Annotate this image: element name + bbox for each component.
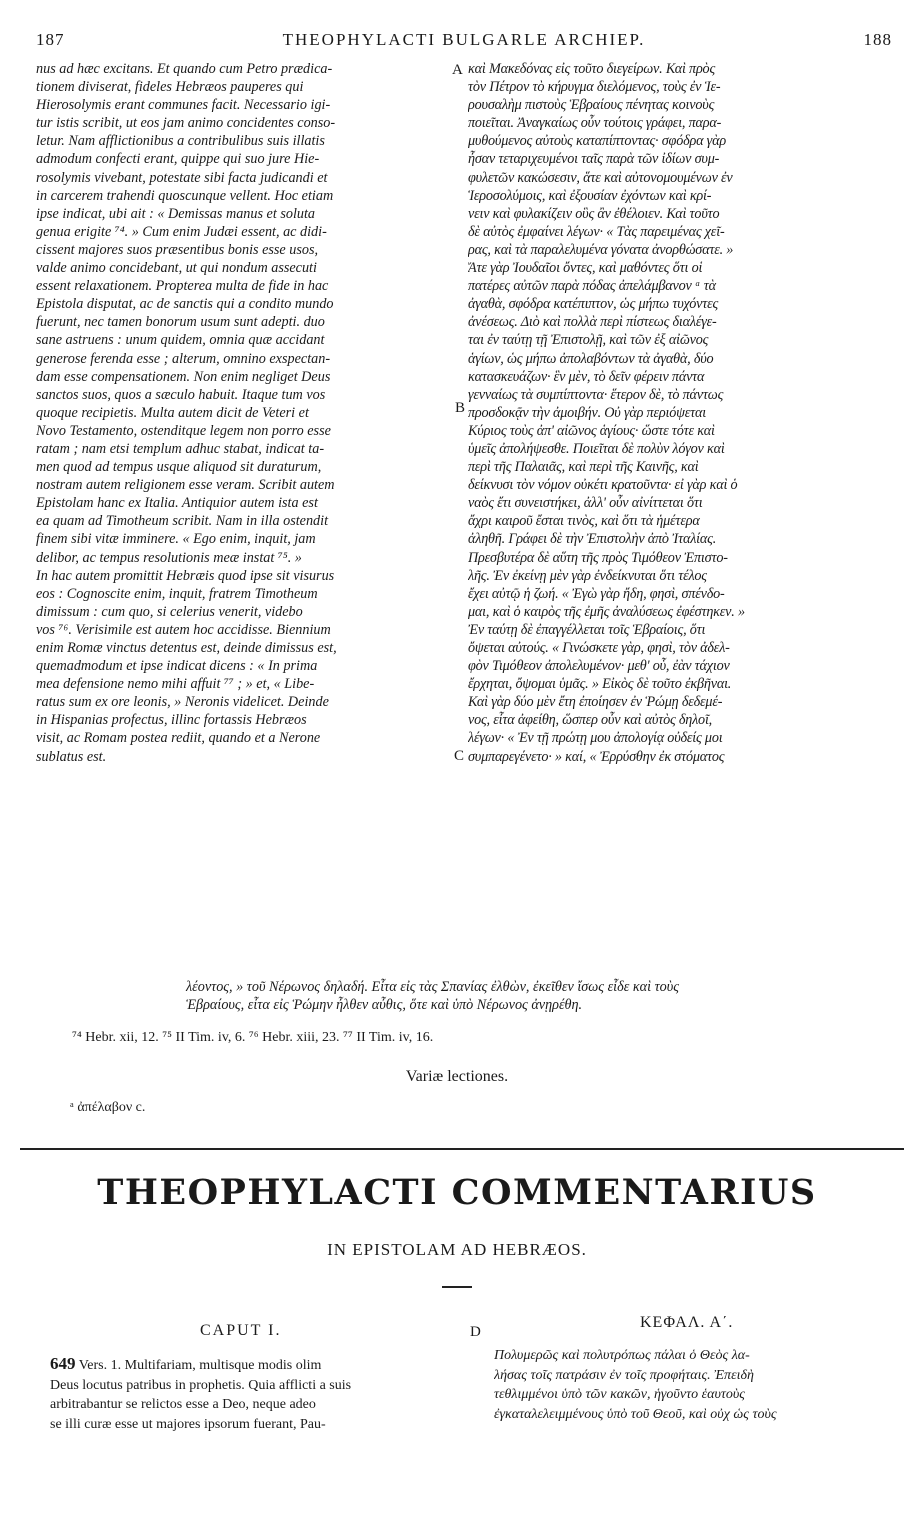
bottom-latin-first-line: 649 Vers. 1. Multifariam, multisque modis olim bbox=[50, 1354, 322, 1373]
text-line: vos ⁷⁶. Verisimile est autem hoc accidisse. Biennium bbox=[36, 621, 331, 638]
text-line: sanctos suos, quos a sæculo habuit. Itaque tum vos bbox=[36, 386, 326, 403]
text-line: admodum confecti erant, quippe qui suo jure Hie- bbox=[36, 151, 320, 168]
text-line: ἄχρι καιροῦ ἔσται τινὸς, καὶ ὅτι τὰ ἡμέτερα bbox=[468, 513, 700, 530]
running-head bbox=[36, 30, 892, 56]
text-line: men quod ad tempus usque aliquod sit duraturum, bbox=[36, 459, 322, 476]
text-line: Πολυμερῶς καὶ πολυτρόπως πάλαι ὁ Θεὸς λα- bbox=[494, 1348, 750, 1363]
text-line: ἔχει αὐτῷ ἡ ζωή. « Ἐγὼ γὰρ ἤδη, φησὶ, σπένδο- bbox=[468, 585, 725, 602]
text-line: συμπαρεγένετο· » καί, « Ἐρρύσθην ἐκ στόματος bbox=[468, 748, 725, 765]
text-line: ὑμεῖς ἀπολήψεσθε. Ποιεῖται δὲ πολὺν λόγον καὶ bbox=[468, 440, 725, 457]
page-number-right: 188 bbox=[863, 30, 892, 49]
text-line: μυθούμενος αὐτοὺς καταπίπτοντας· σφόδρα γὰρ bbox=[468, 133, 726, 150]
text-line: visit, ac Romam postea rediit, quando et a Nerone bbox=[36, 730, 321, 747]
variae-heading: Variæ lectiones. bbox=[405, 1068, 509, 1085]
text-line: nus ad hæc excitans. Et quando cum Petro prædica- bbox=[36, 61, 333, 77]
text-line: Καὶ γὰρ δύο μὲν ἔτη ἐποίησεν ἐν Ῥώμῃ δεδεμέ- bbox=[468, 694, 723, 711]
text-line: In hac autem promittit Hebræis quod ipse sit visurus bbox=[36, 567, 335, 584]
text-line: valde animo concidebant, ut qui nondum assecuti bbox=[36, 260, 317, 277]
text-line: πατέρες αὐτῶν παρὰ πόδας ἀπελάμβανον ᵃ τὰ bbox=[468, 278, 716, 295]
text-line: ναὸς ἔτι συνειστήκει, ἀλλ' οὖν αἰνίττεται ὅτι bbox=[468, 495, 703, 512]
text-line: finem sibi vitæ imminere. « Ego enim, inquit, jam bbox=[36, 531, 316, 548]
text-line: δὲ αὐτὸς ἐμφαίνει λέγων· « Τὰς παρειμένας χεῖ- bbox=[468, 223, 725, 240]
text-line: ρας, καὶ τὰ παραλελυμένα γόνατα ἀνορθώσατε. » bbox=[468, 241, 734, 258]
text-line: Epistolam hanc ex Italia. Antiquior autem ista est bbox=[36, 495, 318, 512]
text-line: ἐγκαταλελειμμένους ὑπὸ τοῦ Θεοῦ, καὶ οὐχ ὡς τοὺς bbox=[494, 1406, 777, 1422]
text-line: sane astruens : unum quidem, omnia quæ accidant bbox=[36, 332, 325, 349]
text-line: ratus sum ex ore leonis, » Neronis videlicet. Deinde bbox=[36, 694, 329, 711]
text-line: φυλετῶν κακώσεσιν, ἅτε καὶ αὐτονομουμένων ἐν bbox=[468, 169, 733, 186]
column-number: 649 bbox=[50, 1354, 76, 1373]
text-line: Ἱεροσολύμοις, καὶ ἐξουσίαν ἐχόντων καὶ κρί- bbox=[468, 187, 712, 204]
text-line: Κύριος τοὺς ἀπ' αἰῶνος ἁγίους· ὥστε τότε καὶ bbox=[468, 422, 715, 439]
text-line: νειν καὶ φυλακίζειν οὓς ἂν ἐθέλοιεν. Καὶ τοῦτο bbox=[468, 205, 720, 222]
text-line: Hierosolymis erant communes facit. Necessario igi- bbox=[36, 97, 331, 114]
text-line: eos : Cognoscite enim, inquit, fratrem Timotheum bbox=[36, 585, 318, 602]
text-line: ἀγαθὰ, σφόδρα κατέπιπτον, ὡς μήπω τυχόντες bbox=[468, 296, 719, 313]
main-title: THEOPHYLACTI COMMENTARIUS bbox=[97, 1172, 817, 1213]
text-line: enim Romæ vinctus detentus est, deinde dimissus est, bbox=[36, 640, 337, 656]
text-line: quemadmodum et ipse indicat dicens : « In prima bbox=[36, 658, 318, 675]
text-line: ratam ; nam etsi templum adhuc stabat, indicat ta- bbox=[36, 440, 325, 457]
text-line: Ἅτε γὰρ Ἰουδαῖοι ὄντες, καὶ μαθόντες ὅτι οἱ bbox=[468, 260, 703, 277]
text-line: arbitrabantur se relictos esse a Deo, neque adeo bbox=[50, 1397, 316, 1412]
text-line: λῆς. Ἐν ἐκείνῃ μὲν γὰρ ἐνδείκνυται ὅτι τέλος bbox=[468, 567, 707, 584]
text-line: νος, εἶτα ἀφείθη, ὥσπερ οὖν καὶ αὐτὸς δηλοῖ, bbox=[468, 712, 713, 729]
text-line: Πρεσβυτέρα δὲ αὕτη τῆς πρὸς Τιμόθεον Ἐπιστο- bbox=[468, 549, 728, 566]
text-line: φὸν Τιμόθεον ἀπολελυμένον· μεθ' οὗ, ἐὰν τάχιον bbox=[468, 658, 730, 675]
text-line: generose ferenda esse ; alterum, omnino exspectan- bbox=[36, 350, 331, 367]
footnotes: ⁷⁴ Hebr. xii, 12. ⁷⁵ II Tim. iv, 6. ⁷⁶ Hebr. xiii, 23. ⁷⁷ II Tim. iv, 16. bbox=[72, 1030, 434, 1045]
text-line: λέγων· « Ἐν τῇ πρώτῃ μου ἀπολογίᾳ οὐδείς μοι bbox=[468, 730, 723, 747]
text-line: se illi curæ esse ut majores ipsorum fuerant, Pau- bbox=[50, 1416, 326, 1432]
greek-full-width-lines bbox=[186, 978, 906, 1015]
text-line: in carcerem trahendi quoscunque vellent. Hoc etiam bbox=[36, 187, 334, 204]
latin-column bbox=[36, 60, 460, 766]
text-line: genua erigite ⁷⁴. » Cum enim Judæi essent, ac didi- bbox=[36, 223, 327, 240]
text-line: tionem diviserat, fideles Hebræos pauperes qui bbox=[36, 79, 304, 96]
text-line: Ἐν ταύτῃ δὲ ἐπαγγέλλεται τοῖς Ἑβραίοις, ὅτι bbox=[468, 621, 706, 638]
margin-marker-d: D bbox=[470, 1324, 481, 1340]
text-line: dimissum : cum quo, si celerius venerit, videbo bbox=[36, 603, 303, 620]
subtitle: IN EPISTOLAM AD HEBRÆOS. bbox=[327, 1240, 587, 1259]
text-line: καὶ Μακεδόνας εἰς τοῦτο διεγείρων. Καὶ πρὸς bbox=[468, 61, 716, 77]
bottom-greek-column bbox=[494, 1346, 908, 1424]
text-line: nostram autem religionem esse veram. Scribit autem bbox=[36, 477, 335, 494]
greek-column bbox=[468, 60, 904, 766]
text-line: γενναίως τὰ συμπίπτοντα· ἕτερον δὲ, τὸ πάντως bbox=[468, 386, 724, 403]
text-line: κατασκευάζων· ἓν μὲν, τὸ δεῖν φέρειν πάντα bbox=[468, 368, 705, 385]
page-number-left: 187 bbox=[36, 30, 65, 49]
margin-marker-c: C bbox=[454, 748, 465, 764]
section-rule bbox=[20, 1148, 904, 1150]
text-line: ἔρχηται, ὄψομαι ὑμᾶς. » Εἰκὸς δὲ τοῦτο ἐκβῆναι. bbox=[468, 676, 732, 693]
text-line: ὄψεται αὐτούς. « Γινώσκετε γὰρ, φησὶ, τὸν ἀδελ- bbox=[468, 640, 730, 656]
running-title: THEOPHYLACTI BULGARLE ARCHIEP. bbox=[282, 30, 646, 49]
text-line: προσδοκᾷν τὴν ἀμοιβήν. Οὐ γὰρ περιόψεται bbox=[468, 404, 706, 421]
text-line: μαι, καὶ ὁ καιρὸς τῆς ἐμῆς ἀναλύσεως ἐφέστηκεν. » bbox=[468, 603, 745, 620]
text-line: ἀνέσεως. Διὸ καὶ πολλὰ περὶ πίστεως διαλέγε- bbox=[468, 314, 717, 331]
text-line: cissent majores suos præsentibus bonis esse usos, bbox=[36, 241, 319, 258]
text-line: Ἑβραίους, εἶτα εἰς Ῥώμην ἦλθεν αὖθις, ὅτε καὶ ὑπὸ Νέρωνος ἀνῃρέθη. bbox=[186, 997, 583, 1014]
text-line: ρουσαλὴμ πιστοὺς Ἑβραίους πένητας κοινοὺς bbox=[468, 97, 715, 114]
text-line: λέοντος, » τοῦ Νέρωνος δηλαδή. Εἶτα εἰς τὰς Σπανίας ἐλθὼν, ἐκεῖθεν ἴσως εἶδε καὶ τοὺς bbox=[186, 979, 680, 995]
text-line: Deus locutus patribus in prophetis. Quia afflicti a suis bbox=[50, 1377, 352, 1393]
text-line: δείκνυσι τὸν νόμον οὐκέτι κρατοῦντα· εἰ γὰρ καὶ ὁ bbox=[468, 477, 738, 494]
text-line: ποιεῖται. Ἀναγκαίως οὖν τούτοις γράφει, παρα- bbox=[468, 115, 722, 132]
text-line: rosolymis vivebant, potestate sibi facta judicandi et bbox=[36, 169, 328, 186]
kephalaion-heading: ΚΕΦΑΛ. Α΄. bbox=[640, 1314, 734, 1331]
text-line: quoque recipietis. Multa autem dicit de Veteri et bbox=[36, 404, 309, 421]
variae-note: ᵃ ἀπέλαβον c. bbox=[70, 1100, 146, 1115]
text-line: letur. Nam afflictionibus a contribulibus suis illatis bbox=[36, 133, 325, 150]
text-line: περὶ τῆς Παλαιᾶς, καὶ περὶ τῆς Καινῆς, καὶ bbox=[468, 459, 699, 476]
text-line: Novo Testamento, ostenditque legem non porro esse bbox=[36, 422, 331, 439]
caput-heading: CAPUT I. bbox=[200, 1322, 282, 1339]
text-line: τεθλιμμένοι ὑπὸ τῶν κακῶν, ἡγοῦντο ἑαυτοὺς bbox=[494, 1387, 745, 1402]
text-line: ται ἐν ταύτῃ τῇ Ἐπιστολῇ, καὶ τῶν ἐξ αἰῶνος bbox=[468, 332, 709, 349]
margin-marker-a: A bbox=[452, 62, 463, 78]
text-line: ipse indicat, ubi ait : « Demissas manus et soluta bbox=[36, 205, 316, 222]
text-line: λήσας τοῖς πατράσιν ἐν τοῖς προφήταις. Ἐπειδὴ bbox=[494, 1367, 754, 1383]
text-line: delibor, ac tempus resolutionis meæ instat ⁷⁵. » bbox=[36, 549, 302, 566]
text-line: tur istis scribit, ut eos jam animo concidentes conso- bbox=[36, 115, 336, 132]
title-dash bbox=[442, 1286, 472, 1288]
text-line: τὸν Πέτρον τὸ κήρυγμα διελόμενος, τοὺς ἐν Ἱε- bbox=[468, 79, 721, 96]
text-line: ἀληθῆ. Γράφει δὲ τὴν Ἐπιστολὴν ἀπὸ Ἰταλίας. bbox=[468, 531, 717, 548]
text-line: fuerunt, nec tamen bonorum usum sunt adepti. duo bbox=[36, 314, 325, 331]
text-line: Epistola disputat, ac de sanctis qui a condito mundo bbox=[36, 296, 334, 313]
text-line: dam esse compensationem. Non enim negliget Deus bbox=[36, 368, 331, 385]
text-line: sublatus est. bbox=[36, 748, 107, 765]
text-line: essent relaxationem. Propterea multa de fide in hac bbox=[36, 278, 329, 295]
text-line: mea defensione nemo mihi affuit ⁷⁷ ; » et, « Libe- bbox=[36, 676, 315, 693]
text-line: ἁγίων, ὡς μήπω ἀπολαβόντων τὰ ἀγαθὰ, δύο bbox=[468, 350, 714, 367]
text-line: ea quam ad Timotheum scribit. Nam in illa ostendit bbox=[36, 513, 329, 530]
bottom-latin-column bbox=[50, 1354, 468, 1434]
text-line: in Hispanias profectus, illinc fortassis Hebræos bbox=[36, 712, 307, 729]
text-line: ἦσαν τεταριχευμένοι ταῖς παρὰ τῶν ἰδίων συμ- bbox=[468, 151, 720, 168]
margin-marker-b: B bbox=[455, 400, 466, 416]
